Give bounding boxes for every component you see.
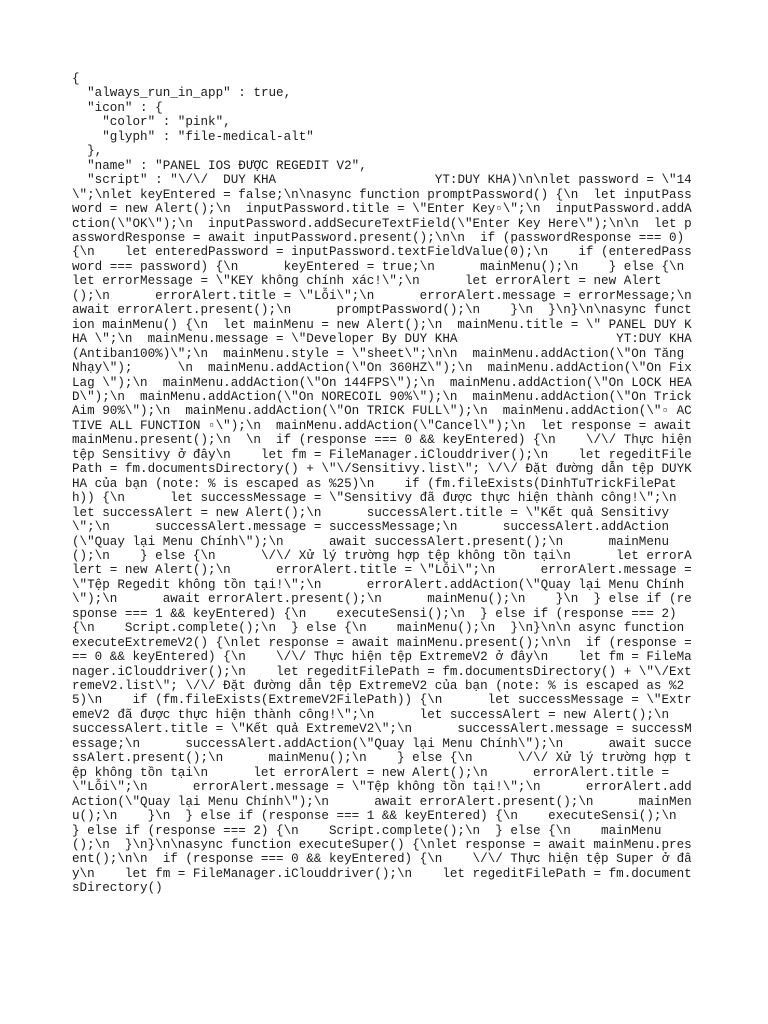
script-source-text: { "always_run_in_app" : true, "icon" : { "color" : "pink", "glyph" : "file-medical-alt" }, "name" : "PANEL IOS ĐƯỢC REGEDIT V2", "script" : "\/\/ DUY KHA YT:DUY KHA)\n\nlet password = \"14\";\nlet keyEntered = false;\n\nasync function promptPassword() {\n let inputPassword = new Alert();\n inputPassword.title = \"Enter Key▫\";\n inputPassword.addAction(\"OK\");\n inputPassword.addSecureTextField(\"Enter Key Here\");\n\n let passwordResponse = await inputPassword.present();\n\n if (passwordResponse === 0) {\n let enteredPassword = inputPassword.textFieldValue(0);\n if (enteredPassword === password) {\n keyEntered = true;\n mainMenu();\n } else {\n let errorMessage = \"KEY không chính xác!\";\n let errorAlert = new Alert();\n errorAlert.title = \"Lỗi\";\n errorAlert.message = errorMessage;\n await errorAlert.present();\n promptPassword();\n }\n }\n}\n\nasync function mainMenu() {\n let mainMenu = new Alert();\n mainMenu.title = \" PANEL DUY KHA \";\n mainMenu.message = \"Developer By DUY KHA YT:DUY KHA (Antiban100%)\";\n mainMenu.style = \"sheet\";\n\n mainMenu.addAction(\"On Tăng Nhạy\"); \n mainMenu.addAction(\"On 360HZ\");\n mainMenu.addAction(\"On Fix Lag \");\n mainMenu.addAction(\"On 144FPS\");\n mainMenu.addAction(\"On LOCK HEAD\");\n mainMenu.addAction(\"On NORECOIL 90%\");\n mainMenu.addAction(\"On Trick Aim 90%\");\n mainMenu.addAction(\"On TRICK FULL\");\n mainMenu.addAction(\"▫ ACTIVE ALL FUNCTION ▫\");\n mainMenu.addAction(\"Cancel\");\n let response = await mainMenu.present();\n \n if (response === 0 && keyEntered) {\n \/\/ Thực hiện tệp Sensitivy ở đây\n let fm = FileManager.iClouddriver();\n let regeditFilePath = fm.documentsDirectory() + \"\/Sensitivy.list\"; \/\/ Đặt đường dẫn tệp DUYKHA của bạn (note: % is escaped as %25)\n if (fm.fileExists(DinhTuTrickFilePath)) {\n let successMessage = \"Sensitivy đã được thực hiện thành công!\";\n let successAlert = new Alert();\n successAlert.title = \"Kết quả Sensitivy\";\n successAlert.message = successMessage;\n successAlert.addAction(\"Quay lại Menu Chính\");\n await successAlert.present();\n mainMenu();\n } else {\n \/\/ Xử lý trường hợp tệp không tồn tại\n let errorAlert = new Alert();\n errorAlert.title = \"Lỗi\";\n errorAlert.message = \"Tệp Regedit không tồn tại!\";\n errorAlert.addAction(\"Quay lại Menu Chính\");\n await errorAlert.present();\n mainMenu();\n }\n } else if (response === 1 && keyEntered) {\n executeSensi();\n } else if (response === 2) {\n Script.complete();\n } else {\n mainMenu();\n }\n}\n\n async function executeExtremeV2() {\nlet response = await mainMenu.present();\n\n if (response === 0 && keyEntered) {\n \/\/ Thực hiện tệp ExtremeV2 ở đây\n let fm = FileManager.iClouddriver();\n let regeditFilePath = fm.documentsDirectory() + \"\/ExtremeV2.list\"; \/\/ Đặt đường dẫn tệp ExtremeV2 của bạn (note: % is escaped as %25)\n if (fm.fileExists(ExtremeV2FilePath)) {\n let successMessage = \"ExtremeV2 đã được thực hiện thành công!\";\n let successAlert = new Alert();\n successAlert.title = \"Kết quả ExtremeV2\";\n successAlert.message = successMessage;\n successAlert.addAction(\"Quay lại Menu Chính\");\n await successAlert.present();\n mainMenu();\n } else {\n \/\/ Xử lý trường hợp tệp không tồn tại\n let errorAlert = new Alert();\n errorAlert.title = \"Lỗi\";\n errorAlert.message = \"Tệp không tồn tại!\";\n errorAlert.addAction(\"Quay lại Menu Chính\");\n await errorAlert.present();\n mainMenu();\n }\n } else if (response === 1 && keyEntered) {\n executeSensi();\n } else if (response === 2) {\n Script.complete();\n } else {\n mainMenu();\n }\n}\n\nasync function executeSuper() {\nlet response = await mainMenu.present();\n\n if (response === 0 && keyEntered) {\n \/\/ Thực hiện tệp Super ở đây\n let fm = FileManager.iClouddriver();\n let regeditFilePath = fm.documentsDirectory(): [72, 72, 692, 896]
